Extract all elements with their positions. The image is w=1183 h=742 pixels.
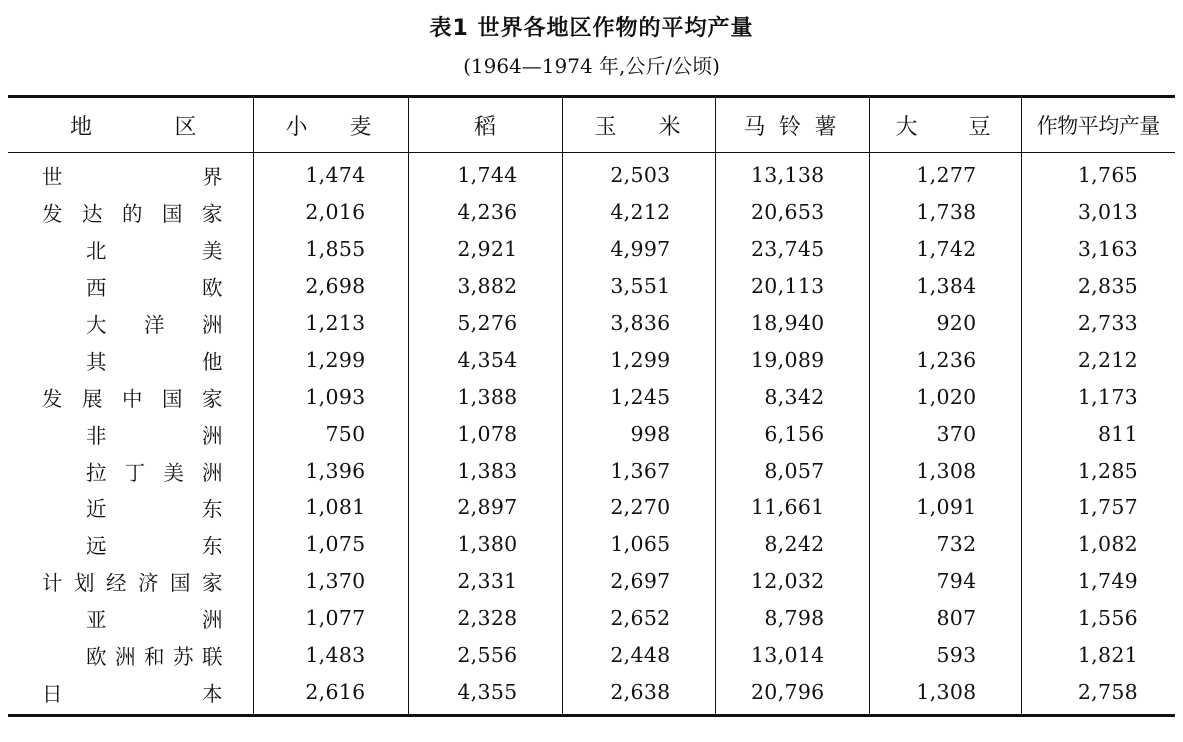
value-cell: 2,835 [1021,268,1175,305]
table-header-row [8,97,1175,153]
table-row [8,600,1175,637]
value-cell: 920 [869,305,1021,342]
value-cell: 20,113 [715,268,869,305]
region-cell [8,489,253,526]
table-row [8,637,1175,674]
table-row [8,526,1175,563]
value-cell: 13,014 [715,637,869,674]
value-cell: 2,212 [1021,341,1175,378]
value-cell: 1,078 [408,415,562,452]
value-cell: 11,661 [715,489,869,526]
value-cell: 1,075 [253,526,408,563]
value-cell: 2,733 [1021,305,1175,342]
region-cell [8,415,253,452]
header-corn: 玉 米 [562,97,715,153]
value-cell: 750 [253,415,408,452]
table-row [8,378,1175,415]
region-cell [8,637,253,674]
value-cell: 1,749 [1021,563,1175,600]
value-cell: 2,652 [562,600,715,637]
value-cell: 23,745 [715,231,869,268]
value-cell: 1,396 [253,452,408,489]
region-cell [8,194,253,231]
value-cell: 1,388 [408,378,562,415]
value-cell: 2,448 [562,637,715,674]
table-row [8,268,1175,305]
value-cell: 2,638 [562,673,715,715]
value-cell: 1,308 [869,452,1021,489]
table-title: 表1 世界各地区作物的平均产量 [429,16,754,41]
value-cell: 2,897 [408,489,562,526]
value-cell: 1,236 [869,341,1021,378]
value-cell: 811 [1021,415,1175,452]
value-cell: 12,032 [715,563,869,600]
value-cell: 3,163 [1021,231,1175,268]
value-cell: 4,355 [408,673,562,715]
value-cell: 19,089 [715,341,869,378]
table-row [8,489,1175,526]
value-cell: 998 [562,415,715,452]
value-cell: 1,742 [869,231,1021,268]
value-cell: 1,091 [869,489,1021,526]
value-cell: 1,213 [253,305,408,342]
value-cell: 8,342 [715,378,869,415]
value-cell: 2,331 [408,563,562,600]
region-label: 非洲 [86,423,223,448]
region-label: 欧洲和苏联 [86,645,223,670]
value-cell: 1,744 [408,153,562,194]
value-cell: 1,277 [869,153,1021,194]
region-cell [8,526,253,563]
value-cell: 1,384 [869,268,1021,305]
region-label: 日本 [42,681,223,706]
table-row [8,415,1175,452]
table-row [8,231,1175,268]
table-row [8,341,1175,378]
value-cell: 1,738 [869,194,1021,231]
value-cell: 1,765 [1021,153,1175,194]
region-cell [8,268,253,305]
value-cell: 732 [869,526,1021,563]
value-cell: 2,697 [562,563,715,600]
table-row [8,452,1175,489]
value-cell: 3,836 [562,305,715,342]
table-row [8,194,1175,231]
value-cell: 1,065 [562,526,715,563]
value-cell: 1,855 [253,231,408,268]
region-label: 西欧 [86,276,223,301]
header-rice: 稻 [408,97,562,153]
value-cell: 3,013 [1021,194,1175,231]
region-cell [8,600,253,637]
value-cell: 1,556 [1021,600,1175,637]
value-cell: 6,156 [715,415,869,452]
value-cell: 20,653 [715,194,869,231]
value-cell: 13,138 [715,153,869,194]
region-cell [8,305,253,342]
value-cell: 1,093 [253,378,408,415]
crop-yield-table [8,95,1175,717]
region-label: 亚洲 [86,608,223,633]
region-cell [8,153,253,194]
value-cell: 807 [869,600,1021,637]
region-cell [8,452,253,489]
value-cell: 4,236 [408,194,562,231]
value-cell: 1,245 [562,378,715,415]
header-region: 地 区 [8,97,253,153]
region-cell [8,231,253,268]
value-cell: 1,020 [869,378,1021,415]
value-cell: 370 [869,415,1021,452]
value-cell: 4,354 [408,341,562,378]
header-soybean: 大 豆 [869,97,1021,153]
value-cell: 1,077 [253,600,408,637]
table-row [8,305,1175,342]
header-average-yield: 作物平均产量 [1021,97,1175,153]
region-label: 其他 [86,349,223,374]
region-cell [8,563,253,600]
value-cell: 1,367 [562,452,715,489]
value-cell: 2,616 [253,673,408,715]
region-cell [8,673,253,715]
value-cell: 1,081 [253,489,408,526]
region-label: 世界 [42,165,223,190]
value-cell: 794 [869,563,1021,600]
value-cell: 2,328 [408,600,562,637]
region-label: 发达的国家 [42,202,223,227]
value-cell: 8,057 [715,452,869,489]
value-cell: 1,370 [253,563,408,600]
value-cell: 2,016 [253,194,408,231]
value-cell: 1,285 [1021,452,1175,489]
header-wheat: 小 麦 [253,97,408,153]
value-cell: 4,212 [562,194,715,231]
header-potato: 马 铃 薯 [715,97,869,153]
region-label: 拉丁美洲 [86,460,223,485]
value-cell: 1,082 [1021,526,1175,563]
value-cell: 2,921 [408,231,562,268]
value-cell: 1,308 [869,673,1021,715]
value-cell: 593 [869,637,1021,674]
table-row [8,153,1175,194]
value-cell: 8,798 [715,600,869,637]
value-cell: 5,276 [408,305,562,342]
region-label: 近东 [86,497,223,522]
table-subtitle: (1964—1974 年,公斤/公顷) [463,54,720,78]
region-cell [8,378,253,415]
value-cell: 1,299 [562,341,715,378]
value-cell: 1,483 [253,637,408,674]
value-cell: 1,380 [408,526,562,563]
value-cell: 18,940 [715,305,869,342]
value-cell: 2,503 [562,153,715,194]
value-cell: 20,796 [715,673,869,715]
value-cell: 1,821 [1021,637,1175,674]
region-label: 发展中国家 [42,386,223,411]
value-cell: 2,698 [253,268,408,305]
table-row [8,673,1175,715]
region-label: 远东 [86,534,223,559]
value-cell: 1,757 [1021,489,1175,526]
value-cell: 3,882 [408,268,562,305]
value-cell: 2,270 [562,489,715,526]
value-cell: 1,173 [1021,378,1175,415]
table-row [8,563,1175,600]
value-cell: 1,383 [408,452,562,489]
value-cell: 2,556 [408,637,562,674]
value-cell: 3,551 [562,268,715,305]
value-cell: 1,474 [253,153,408,194]
region-label: 计划经济国家 [42,571,223,596]
value-cell: 1,299 [253,341,408,378]
region-label: 大洋洲 [86,313,223,337]
value-cell: 4,997 [562,231,715,268]
value-cell: 8,242 [715,526,869,563]
region-label: 北美 [86,239,223,264]
region-cell [8,341,253,378]
value-cell: 2,758 [1021,673,1175,715]
